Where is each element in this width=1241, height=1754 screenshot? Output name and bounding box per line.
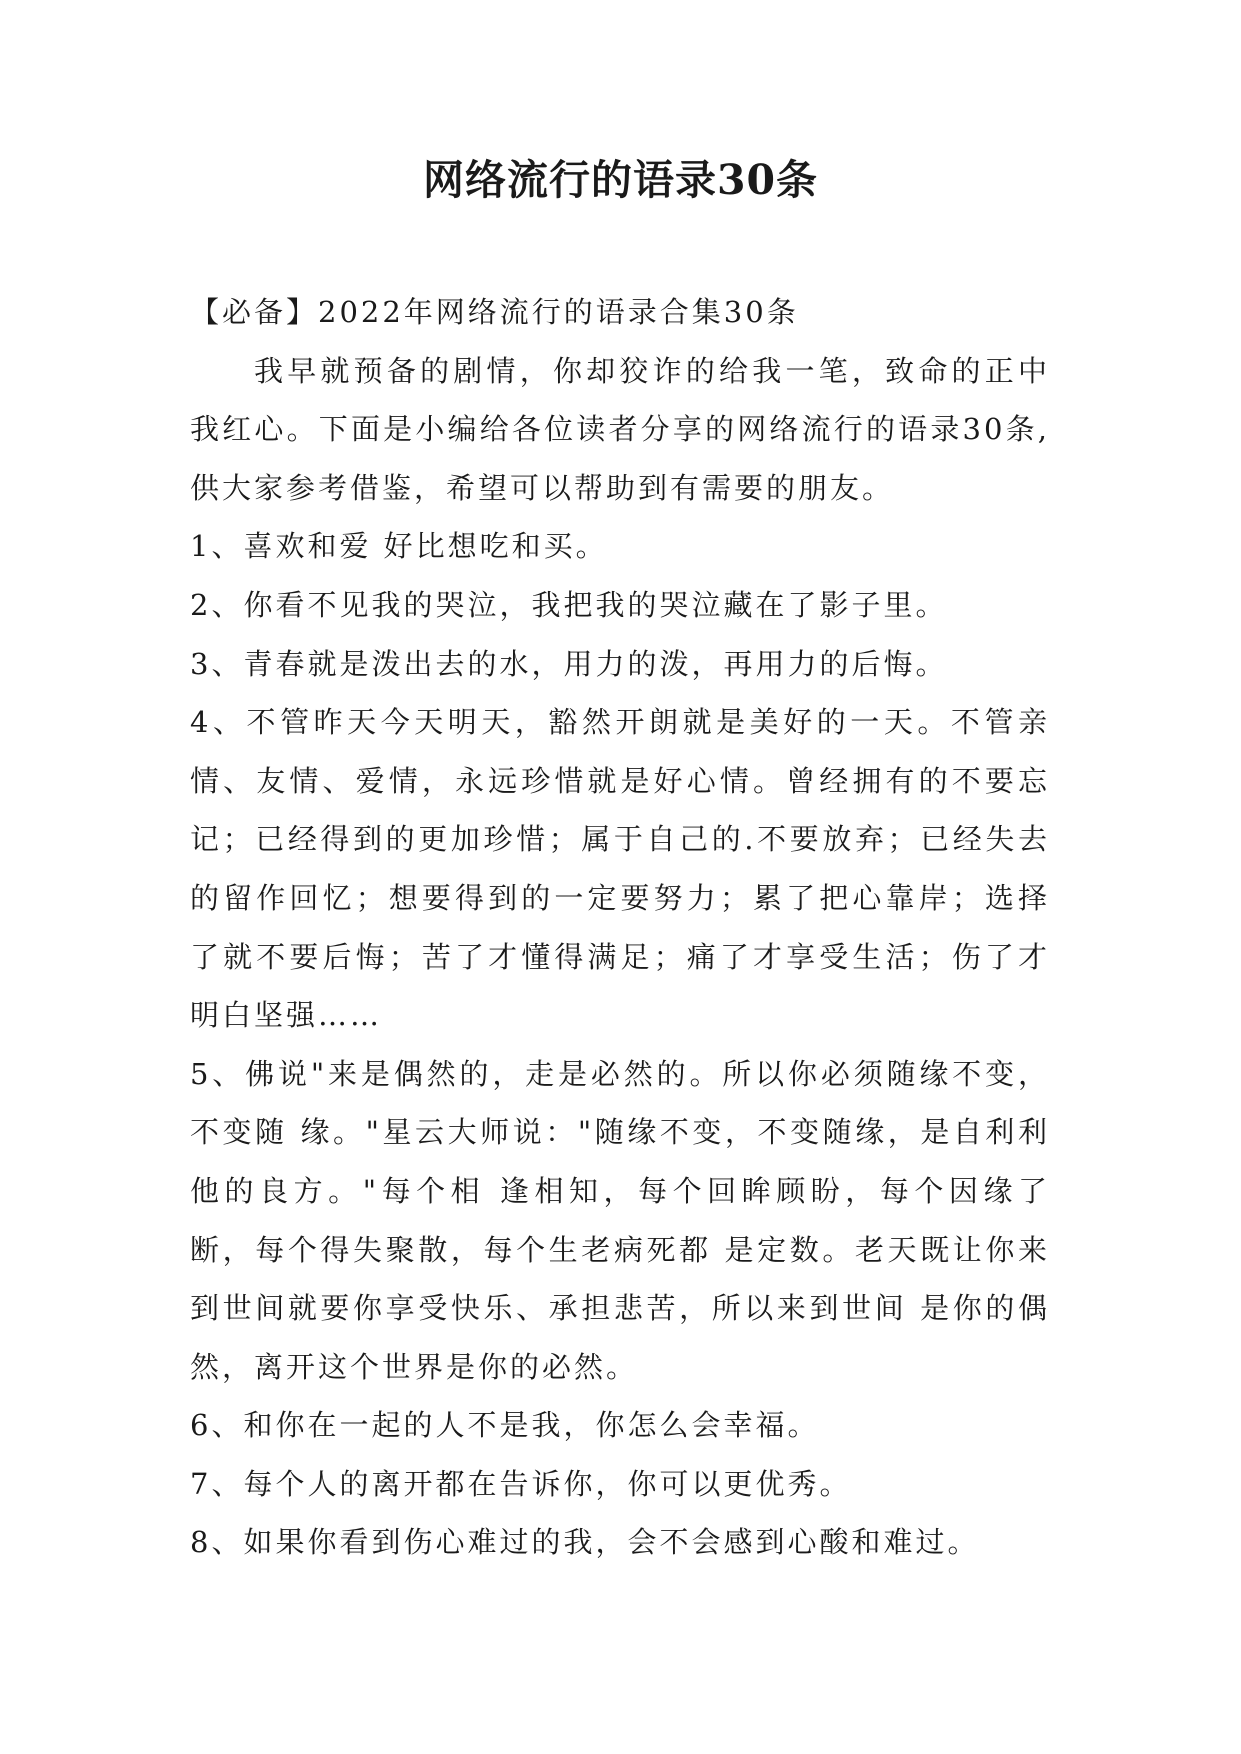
list-item: 1、喜欢和爱 好比想吃和买。	[190, 529, 608, 564]
list-item: 6、和你在一起的人不是我，你怎么会幸福。	[190, 1408, 820, 1443]
list-item: 2、你看不见我的哭泣，我把我的哭泣藏在了影子里。	[190, 587, 948, 622]
page-title: 网络流行的语录30条	[422, 156, 819, 204]
document-body	[190, 283, 1050, 1572]
list-item: 4、不管昨天今天明天，豁然开朗就是美好的一天。不管亲情、友情、爱情，永远珍惜就是好心情。曾经拥有的不要忘记；已经得到的更加珍惜；属于自己的.不要放弃；已经失去的留作回忆；想要得到的一定要努力；累了把心靠岸；选择了就不要后悔；苦了才懂得满足；痛了才享受生活；伤了才明白坚强……	[190, 705, 1050, 1033]
list-item: 5、佛说"来是偶然的，走是必然的。所以你必须随缘不变，不变随 缘。"星云大师说："随缘不变，不变随缘，是自利利他的良方。"每个相 逢相知，每个回眸顾盼，每个因缘了断，每个得失聚散，每个生老病死都 是定数。老天既让你来到世间就要你享受快乐、承担悲苦，所以来到世间 是你的偶然，离开这个世界是你的必然。	[190, 1056, 1050, 1384]
list-item: 7、每个人的离开都在告诉你，你可以更优秀。	[190, 1466, 852, 1501]
subtitle-paragraph: 【必备】2022年网络流行的语录合集30条	[190, 295, 799, 329]
list-item: 3、青春就是泼出去的水，用力的泼，再用力的后悔。	[190, 646, 948, 681]
list-item: 8、如果你看到伤心难过的我，会不会感到心酸和难过。	[190, 1525, 980, 1560]
intro-paragraph: 我早就预备的剧情，你却狡诈的给我一笔，致命的正中我红心。下面是小编给各位读者分享的网络流行的语录30条,供大家参考借鉴，希望可以帮助到有需要的朋友。	[190, 353, 1050, 505]
